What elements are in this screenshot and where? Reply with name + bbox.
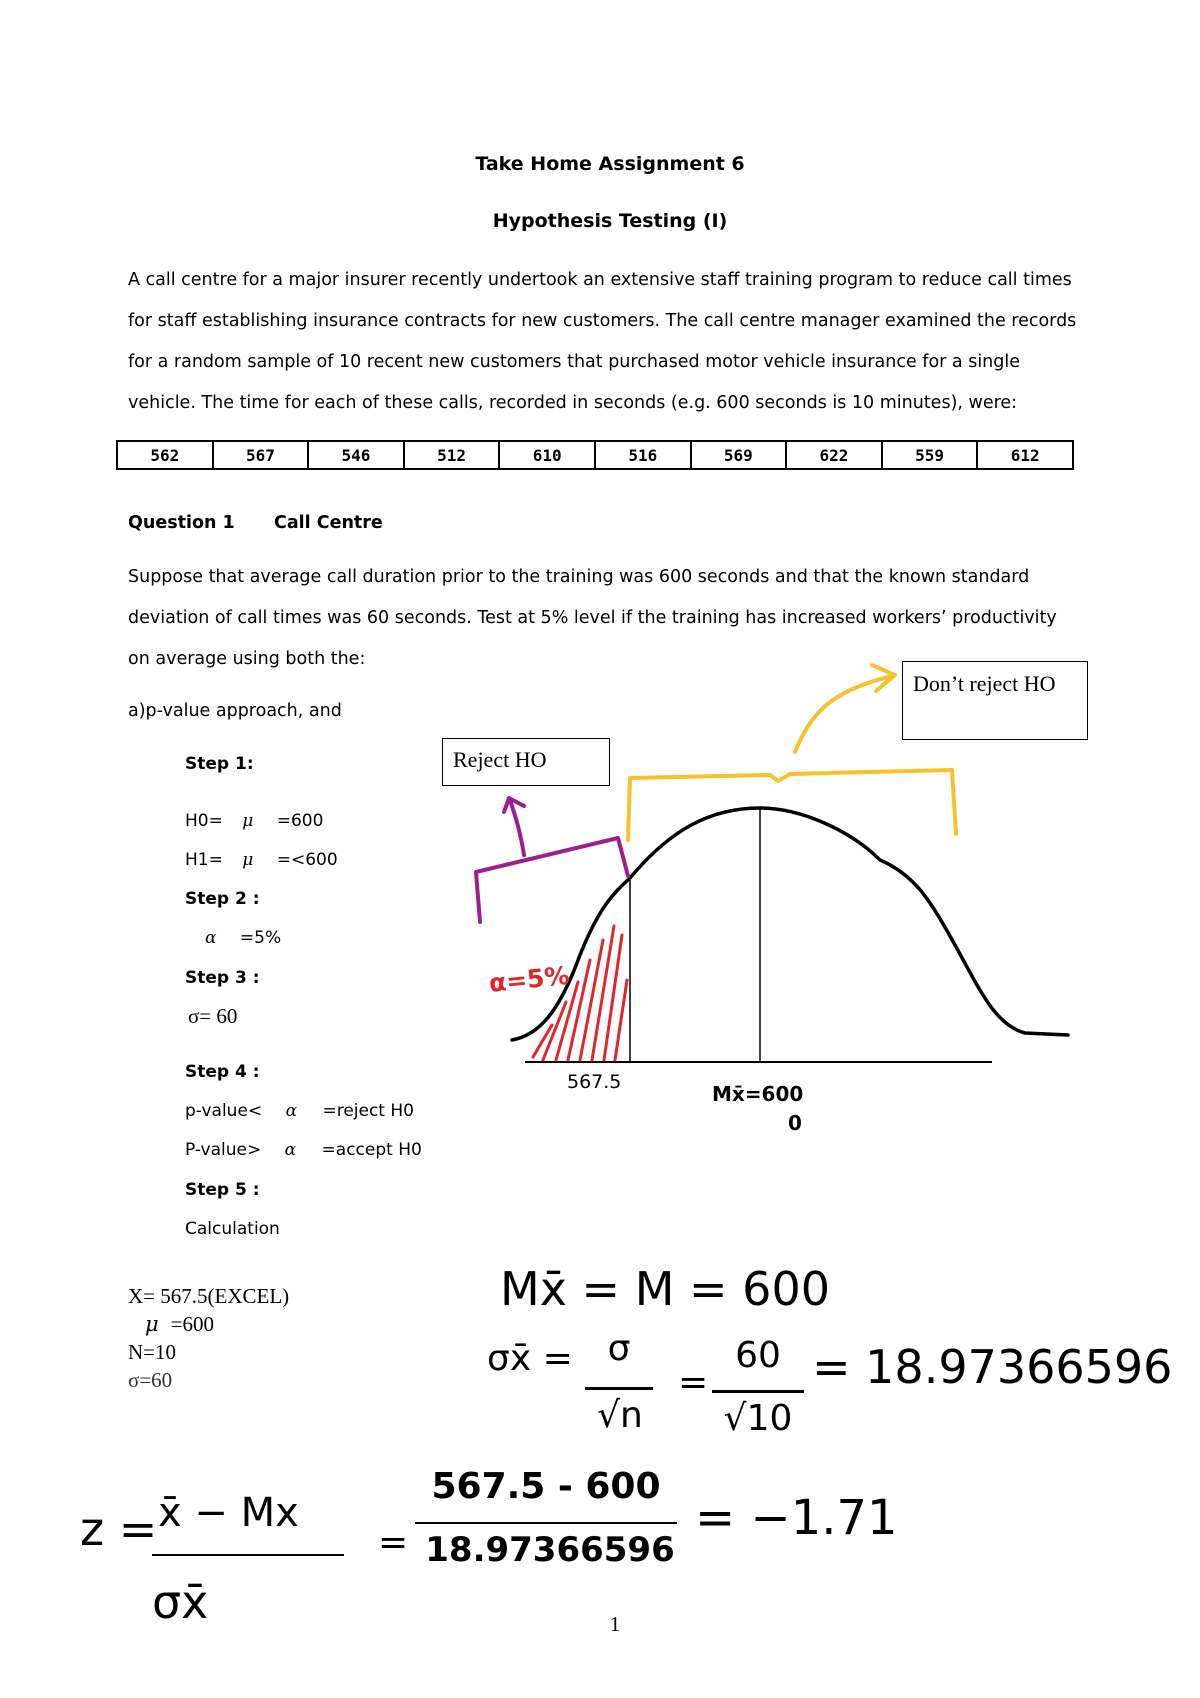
- handwritten-sigma-lhs: σx̄ =: [487, 1338, 573, 1379]
- handwritten-z-calc-den: 18.97366596: [425, 1530, 675, 1570]
- step4-label: Step 4 :: [185, 1062, 260, 1082]
- handwritten-sigma-result: = 18.97366596: [812, 1340, 1173, 1394]
- table-cell: 559: [882, 441, 978, 469]
- rejection-region-shading: [533, 926, 627, 1060]
- step2-label: Step 2 :: [185, 889, 260, 909]
- reject-bracket: [476, 838, 628, 922]
- table-cell: 569: [691, 441, 787, 469]
- handwritten-sigma-num: σ: [607, 1328, 631, 1369]
- question-topic: Call Centre: [274, 513, 383, 533]
- given-sigma: σ=60: [128, 1368, 173, 1392]
- h0-value: =600: [276, 811, 324, 831]
- intro-line: for a random sample of 10 recent new customers that purchased motor vehicle insurance for a single: [128, 352, 1021, 372]
- given-n: N=10: [128, 1340, 177, 1364]
- alpha-value: =5%: [239, 928, 282, 948]
- page-number: 1: [609, 1612, 621, 1636]
- given-x: X= 567.5(EXCEL): [128, 1284, 290, 1308]
- h1-prefix: H1=: [185, 850, 223, 870]
- p-greater-value: =accept H0: [321, 1140, 422, 1160]
- table-cell: 546: [308, 441, 404, 469]
- accept-arrow: [795, 665, 895, 752]
- mean-label-zero: 0: [788, 1111, 802, 1135]
- question-line: Suppose that average call duration prior to the training was 600 seconds and that the known standard: [128, 567, 1030, 587]
- given-mu-value: =600: [170, 1312, 214, 1336]
- table-cell: 512: [404, 441, 500, 469]
- fraction-bar: [152, 1554, 344, 1556]
- question-line: deviation of call times was 60 seconds. Test at 5% level if the training has increased workers’ productivity: [128, 608, 1057, 628]
- handwritten-equals: =: [678, 1362, 709, 1403]
- intro-line: vehicle. The time for each of these calls, recorded in seconds (e.g. 600 seconds is 10 minutes), were:: [128, 393, 1018, 413]
- page-title: Take Home Assignment 6: [475, 153, 745, 175]
- table-cell: 610: [499, 441, 595, 469]
- alpha-handwritten: α=5%: [487, 960, 571, 998]
- fraction-bar: [585, 1387, 653, 1390]
- h0-prefix: H0=: [185, 811, 223, 831]
- intro-line: for staff establishing insurance contracts for new customers. The call centre manager examined the records: [128, 311, 1077, 331]
- accept-bracket: [628, 770, 956, 840]
- step3-label: Step 3 :: [185, 968, 260, 988]
- h1-value: =<600: [276, 850, 338, 870]
- handwritten-z-result: = −1.71: [695, 1490, 898, 1546]
- handwritten-sigma-den: √n: [597, 1395, 643, 1436]
- handwritten-z-num: x̄ − Mx: [158, 1490, 299, 1536]
- p-greater-prefix: P-value>: [185, 1140, 262, 1160]
- fraction-bar: [712, 1390, 804, 1393]
- sigma-value: σ= 60: [188, 1004, 238, 1028]
- handwritten-z-calc-num: 567.5 - 600: [431, 1466, 661, 1507]
- alpha-symbol: α: [205, 928, 217, 948]
- handwritten-ratio-num: 60: [735, 1335, 781, 1376]
- mean-label: Mx̄=600: [712, 1082, 804, 1106]
- question-line: on average using both the:: [128, 649, 366, 669]
- mu-symbol: μ: [242, 850, 254, 870]
- p-less-prefix: p-value<: [185, 1101, 263, 1121]
- reject-ho-box: Reject HO: [442, 738, 610, 786]
- mu-symbol: μ: [145, 1312, 159, 1336]
- p-less-value: =reject H0: [322, 1101, 414, 1121]
- page-subtitle: Hypothesis Testing (I): [492, 210, 728, 232]
- table-cell: 562: [117, 441, 213, 469]
- dont-reject-ho-box: Don’t reject HO: [902, 661, 1088, 740]
- step5-label: Step 5 :: [185, 1180, 260, 1200]
- intro-line: A call centre for a major insurer recently undertook an extensive staff training program to reduce call times: [128, 270, 1072, 290]
- handwritten-z-equals: =: [378, 1522, 409, 1563]
- handwritten-z-den: σx̄: [152, 1575, 209, 1629]
- alpha-symbol: α: [285, 1101, 298, 1121]
- mu-symbol: μ: [242, 811, 254, 831]
- alpha-symbol: α: [284, 1140, 297, 1160]
- table-cell: 622: [786, 441, 882, 469]
- handwritten-z-lhs: z =: [80, 1502, 158, 1556]
- table-cell: 567: [213, 441, 309, 469]
- handwritten-ratio-den: √10: [723, 1398, 793, 1439]
- table-cell: 612: [977, 441, 1073, 469]
- step1-label: Step 1:: [185, 754, 254, 774]
- fraction-bar: [415, 1522, 677, 1524]
- part-a-label: a)p-value approach, and: [128, 701, 342, 721]
- calculation-label: Calculation: [185, 1219, 280, 1239]
- reject-arrow: [504, 798, 524, 855]
- critical-value-label: 567.5: [567, 1071, 622, 1093]
- question-label: Question 1: [128, 513, 235, 533]
- handwritten-mean-line: Mx̄ = M = 600: [500, 1262, 830, 1316]
- table-cell: 516: [595, 441, 691, 469]
